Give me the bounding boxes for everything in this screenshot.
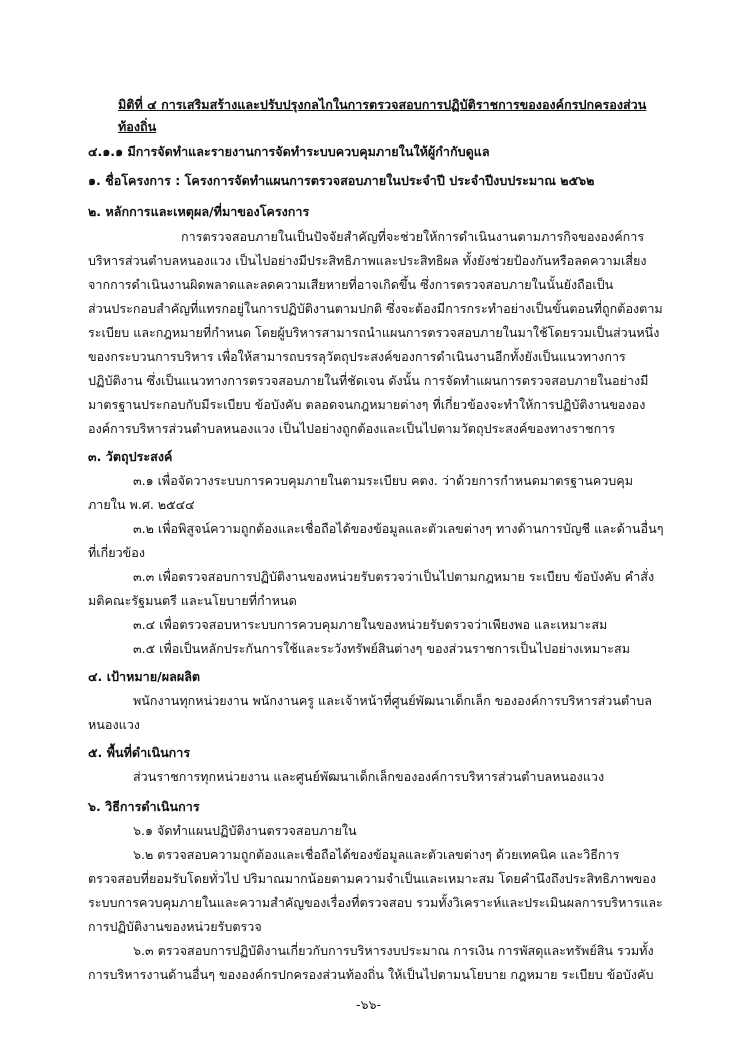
section4-title: ๔. เป้าหมาย/ผลผลิต bbox=[88, 669, 201, 684]
section2-line: การตรวจสอบภายในเป็นปัจจัยสำคัญที่จะช่วยให้การดำเนินงานตามภารกิจขององค์การ bbox=[181, 229, 645, 244]
section2-line: ส่วนประกอบสำคัญที่แทรกอยู่ในการปฏิบัติงานตามปกติ ซึ่งจะต้องมีการกระทำอย่างเป็นขั้นตอนที่ถูกต้องตาม bbox=[88, 301, 663, 316]
section2-line: ปฏิบัติงาน ซึ่งเป็นแนวทางการตรวจสอบภายในที่ชัดเจน ดังนั้น การจัดทำแผนการตรวจสอบภายในอย่างมี bbox=[88, 373, 649, 388]
method-line: ตรวจสอบที่ยอมรับโดยทั่วไป ปริมาณมากน้อยตามความจำเป็นและเหมาะสม โดยคำนึงถึงประสิทธิภาพของ bbox=[88, 871, 656, 886]
method-line: ๖.๒ ตรวจสอบความถูกต้องและเชื่อถือได้ของข้อมูลและตัวเลขต่างๆ ด้วยเทคนิค และวิธีการ bbox=[133, 847, 620, 862]
objective-line: ๓.๓ เพื่อตรวจสอบการปฏิบัติงานของหน่วยรับตรวจว่าเป็นไปตามกฎหมาย ระเบียบ ข้อบังคับ คำสั่ง bbox=[133, 569, 655, 584]
dimension-heading-line1: มิติที่ ๔ การเสริมสร้างและปรับปรุงกลไกในการตรวจสอบการปฏิบัติราชการขององค์กรปกครองส่วน bbox=[118, 97, 647, 112]
objective-line: ๓.๔ เพื่อตรวจสอบหาระบบการควบคุมภายในของหน่วยรับตรวจว่าเพียงพอ และเหมาะสม bbox=[133, 617, 608, 632]
method-line: ระบบการควบคุมภายในและความสำคัญของเรื่องที่ตรวจสอบ รวมทั้งวิเคราะห์และประเมินผลการบริหารและ bbox=[88, 895, 663, 910]
objective-line: ที่เกี่ยวข้อง bbox=[88, 545, 146, 560]
area-line: ส่วนราชการทุกหน่วยงาน และศูนย์พัฒนาเด็กเล็กขององค์การบริหารส่วนตำบลหนองแวง bbox=[133, 769, 605, 784]
objective-line: มติคณะรัฐมนตรี และนโยบายที่กำหนด bbox=[88, 593, 297, 608]
page-number: -๖๖- bbox=[356, 997, 382, 1012]
section2-line: องค์การบริหารส่วนตำบลหนองแวง เป็นไปอย่างถูกต้องและเป็นไปตามวัตถุประสงค์ของทางราชการ bbox=[88, 421, 616, 436]
section5-title: ๕. พื้นที่ดำเนินการ bbox=[88, 745, 191, 760]
objective-line: ภายใน พ.ศ. ๒๕๔๔ bbox=[88, 497, 195, 512]
project-name: ๑. ชื่อโครงการ : โครงการจัดทำแผนการตรวจสอบภายในประจำปี ประจำปีงบประมาณ ๒๕๖๒ bbox=[88, 173, 595, 188]
method-line: การบริหารงานด้านอื่นๆ ขององค์กรปกครองส่วนท้องถิ่น ให้เป็นไปตามนโยบาย กฎหมาย ระเบียบ ข้อบังคับ bbox=[88, 967, 654, 982]
target-line: หนองแวง bbox=[88, 717, 140, 732]
objective-line: ๓.๑ เพื่อจัดวางระบบการควบคุมภายในตามระเบียบ คตง. ว่าด้วยการกำหนดมาตรฐานควบคุม bbox=[133, 473, 634, 488]
section2-line: จากการดำเนินงานผิดพลาดและลดความเสียหายที่อาจเกิดขึ้น ซึ่งการตรวจสอบภายในนั้นยังถือเป็น bbox=[88, 277, 614, 292]
target-line: พนักงานทุกหน่วยงาน พนักงานครู และเจ้าหน้าที่ศูนย์พัฒนาเด็กเล็ก ขององค์การบริหารส่วนตำบล bbox=[133, 693, 652, 708]
section2-line: ของกระบวนการบริหาร เพื่อให้สามารถบรรลุวัตถุประสงค์ของการดำเนินงานอีกทั้งยังเป็นแนวทางการ bbox=[88, 349, 626, 364]
dimension-heading-line2: ท้องถิ่น bbox=[118, 119, 157, 134]
objective-line: ๓.๕ เพื่อเป็นหลักประกันการใช้และระวังทรัพย์สินต่างๆ ของส่วนราชการเป็นไปอย่างเหมาะสม bbox=[133, 641, 631, 656]
indicator-heading: ๔.๑.๑ มีการจัดทำและรายงานการจัดทำระบบควบคุมภายในให้ผู้กำกับดูแล bbox=[88, 144, 490, 159]
section2-line: มาตรฐานประกอบกับมีระเบียบ ข้อบังคับ ตลอดจนกฎหมายต่างๆ ที่เกี่ยวข้องจะทำให้การปฏิบัติงานขององ bbox=[88, 397, 646, 412]
section6-title: ๖. วิธีการดำเนินการ bbox=[88, 799, 200, 814]
objective-line: ๓.๒ เพื่อพิสูจน์ความถูกต้องและเชื่อถือได้ของข้อมูลและตัวเลขต่างๆ ทางด้านการบัญชี และด้านอื่นๆ bbox=[133, 521, 664, 536]
section3-title: ๓. วัตถุประสงค์ bbox=[88, 449, 173, 464]
section2-title: ๒. หลักการและเหตุผล/ที่มาของโครงการ bbox=[88, 204, 310, 219]
method-line: การปฏิบัติงานของหน่วยรับตรวจ bbox=[88, 919, 262, 934]
section2-line: ระเบียบ และกฎหมายที่กำหนด โดยผู้บริหารสามารถนำแผนการตรวจสอบภายในมาใช้โดยรวมเป็นส่วนหนึ่ง bbox=[88, 325, 660, 340]
section2-line: บริหารส่วนตำบลหนองแวง เป็นไปอย่างมีประสิทธิภาพและประสิทธิผล ทั้งยังช่วยป้องกันหรือลดความเสี่ยง bbox=[88, 253, 647, 268]
method-line: ๖.๑ จัดทำแผนปฏิบัติงานตรวจสอบภายใน bbox=[133, 823, 357, 838]
method-line: ๖.๓ ตรวจสอบการปฏิบัติงานเกี่ยวกับการบริหารงบประมาณ การเงิน การพัสดุและทรัพย์สิน รวมทั้ง bbox=[133, 943, 654, 958]
